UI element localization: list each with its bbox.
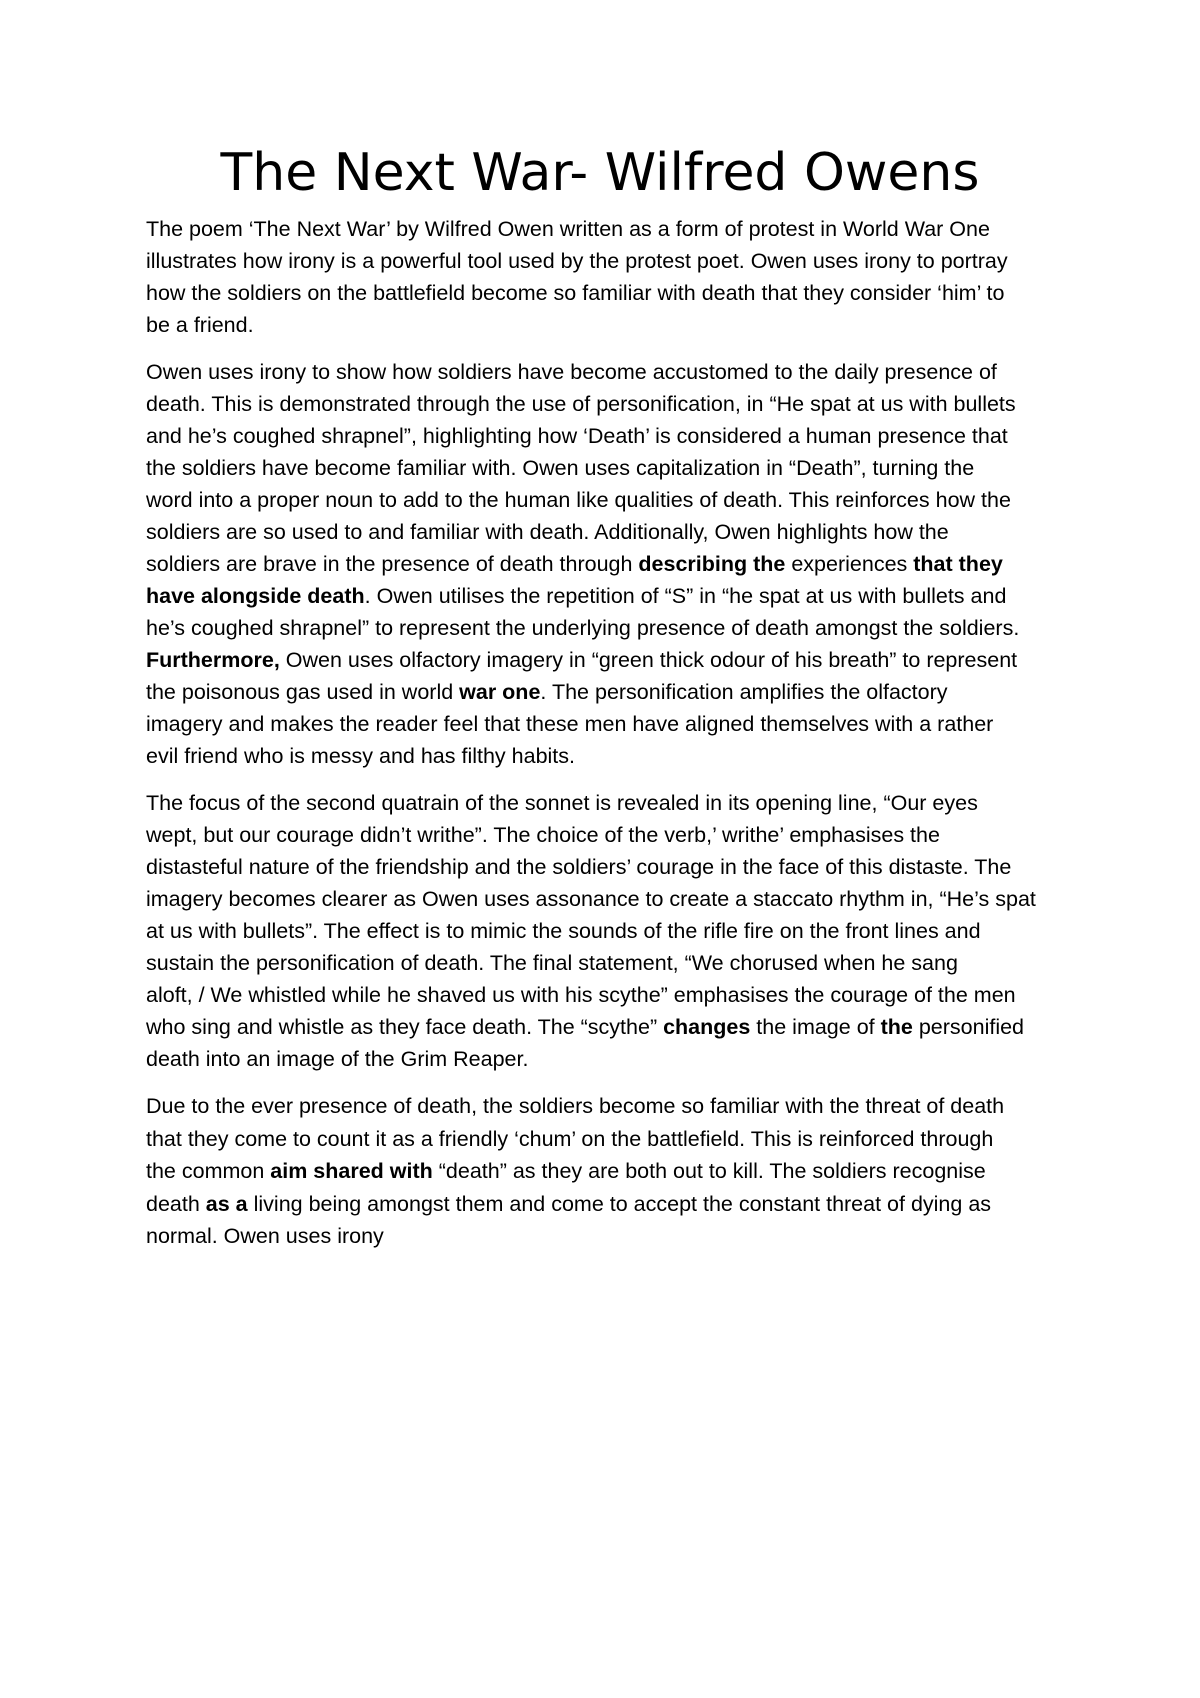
text-line (146, 1011, 1066, 1043)
text-run: “death” as they are both out to kill. The soldiers recognise (432, 1159, 986, 1183)
text-run: The focus of the second quatrain of the sonnet is revealed in its opening line, “Our eyes (146, 791, 978, 815)
text-line (146, 947, 1066, 979)
text-run: distasteful nature of the friendship and the soldiers’ courage in the face of this distaste. The (146, 855, 1012, 879)
paragraph-2 (146, 356, 1066, 772)
text-run: the poisonous gas used in world (146, 680, 460, 704)
text-run: death into an image of the Grim Reaper. (146, 1047, 529, 1071)
text-line (146, 1043, 1066, 1075)
text-line (146, 309, 1066, 341)
bold-text-run: that they (913, 552, 1003, 576)
text-line (146, 1090, 1066, 1123)
text-run: illustrates how irony is a powerful tool used by the protest poet. Owen uses irony to portray (146, 249, 1008, 273)
text-run: wept, but our courage didn’t writhe”. The choice of the verb,’ writhe’ emphasises the (146, 823, 940, 847)
text-run: word into a proper noun to add to the human like qualities of death. This reinforces how the (146, 488, 1011, 512)
bold-text-run: changes (663, 1015, 751, 1039)
text-line (146, 277, 1066, 309)
text-run: imagery and makes the reader feel that these men have aligned themselves with a rather (146, 712, 994, 736)
text-run: experiences (785, 552, 914, 576)
document-title: The Next War- Wilfred Owens (220, 143, 980, 203)
text-run: aloft, / We whistled while he shaved us with his scythe” emphasises the courage of the men (146, 983, 1016, 1007)
bold-text-run: war one (459, 680, 541, 704)
text-line (146, 420, 1066, 452)
text-line (146, 883, 1066, 915)
text-line (146, 388, 1066, 420)
text-line (146, 676, 1066, 708)
bold-text-run: Furthermore, (146, 648, 280, 672)
text-line (146, 516, 1066, 548)
text-line (146, 548, 1066, 580)
text-line (146, 1155, 1066, 1188)
text-run: the common (146, 1159, 271, 1183)
text-run: who sing and whistle as they face death. The “scythe” (146, 1015, 664, 1039)
bold-text-run: aim shared with (270, 1159, 433, 1183)
text-line (146, 1220, 1066, 1253)
paragraph-4 (146, 1090, 1066, 1253)
text-run: how the soldiers on the battlefield become so familiar with death that they consider ‘him’ to (146, 281, 1005, 305)
text-run: be a friend. (146, 313, 254, 337)
paragraph-1 (146, 213, 1066, 341)
text-run: imagery becomes clearer as Owen uses assonance to create a staccato rhythm in, “He’s spat (146, 887, 1036, 911)
text-run: evil friend who is messy and has filthy habits. (146, 744, 576, 768)
text-line (146, 708, 1066, 740)
text-run: he’s coughed shrapnel” to represent the underlying presence of death amongst the soldiers. (146, 616, 1020, 640)
text-run: Owen uses olfactory imagery in “green thick odour of his breath” to represent (279, 648, 1018, 672)
text-line (146, 915, 1066, 947)
bold-text-run: the (880, 1015, 913, 1039)
bold-text-run: have alongside death (146, 584, 365, 608)
paragraph-3 (146, 787, 1066, 1075)
text-line (146, 580, 1066, 612)
bold-text-run: describing the (638, 552, 786, 576)
text-line (146, 787, 1066, 819)
text-run: that they come to count it as a friendly ‘chum’ on the battlefield. This is reinforced through (146, 1126, 994, 1151)
text-run: . Owen utilises the repetition of “S” in “he spat at us with bullets and (364, 584, 1007, 608)
text-run: living being amongst them and come to accept the constant threat of dying as (247, 1191, 992, 1216)
text-line (146, 979, 1066, 1011)
text-run: the image of (750, 1015, 881, 1039)
text-run: death. This is demonstrated through the use of personification, in “He spat at us with bullets (146, 392, 1016, 416)
text-line (146, 1188, 1066, 1221)
text-line (146, 644, 1066, 676)
text-line (146, 1123, 1066, 1156)
text-run: the soldiers have become familiar with. Owen uses capitalization in “Death”, turning the (146, 456, 975, 480)
text-run: normal. Owen uses irony (146, 1224, 384, 1248)
text-run: . The personification amplifies the olfactory (540, 680, 948, 704)
text-run: The poem ‘The Next War’ by Wilfred Owen written as a form of protest in World War One (146, 217, 990, 241)
text-run: personified (912, 1015, 1025, 1039)
text-line (146, 213, 1066, 245)
text-line (146, 851, 1066, 883)
text-line (146, 484, 1066, 516)
document-body (146, 213, 1066, 1268)
text-run: and he’s coughed shrapnel”, highlighting how ‘Death’ is considered a human presence that (146, 424, 1008, 448)
text-run: death (146, 1191, 206, 1216)
text-line (146, 819, 1066, 851)
text-run: Owen uses irony to show how soldiers have become accustomed to the daily presence of (146, 360, 997, 384)
text-run: soldiers are so used to and familiar with death. Additionally, Owen highlights how the (146, 520, 949, 544)
text-line (146, 356, 1066, 388)
text-line (146, 740, 1066, 772)
text-run: sustain the personification of death. The final statement, “We chorused when he sang (146, 951, 958, 975)
text-run: Due to the ever presence of death, the soldiers become so familiar with the threat of death (146, 1094, 1005, 1118)
text-line (146, 452, 1066, 484)
text-line (146, 612, 1066, 644)
bold-text-run: as a (205, 1191, 248, 1216)
text-line (146, 245, 1066, 277)
text-run: soldiers are brave in the presence of death through (146, 552, 639, 576)
text-run: at us with bullets”. The effect is to mimic the sounds of the rifle fire on the front lines and (146, 919, 981, 943)
